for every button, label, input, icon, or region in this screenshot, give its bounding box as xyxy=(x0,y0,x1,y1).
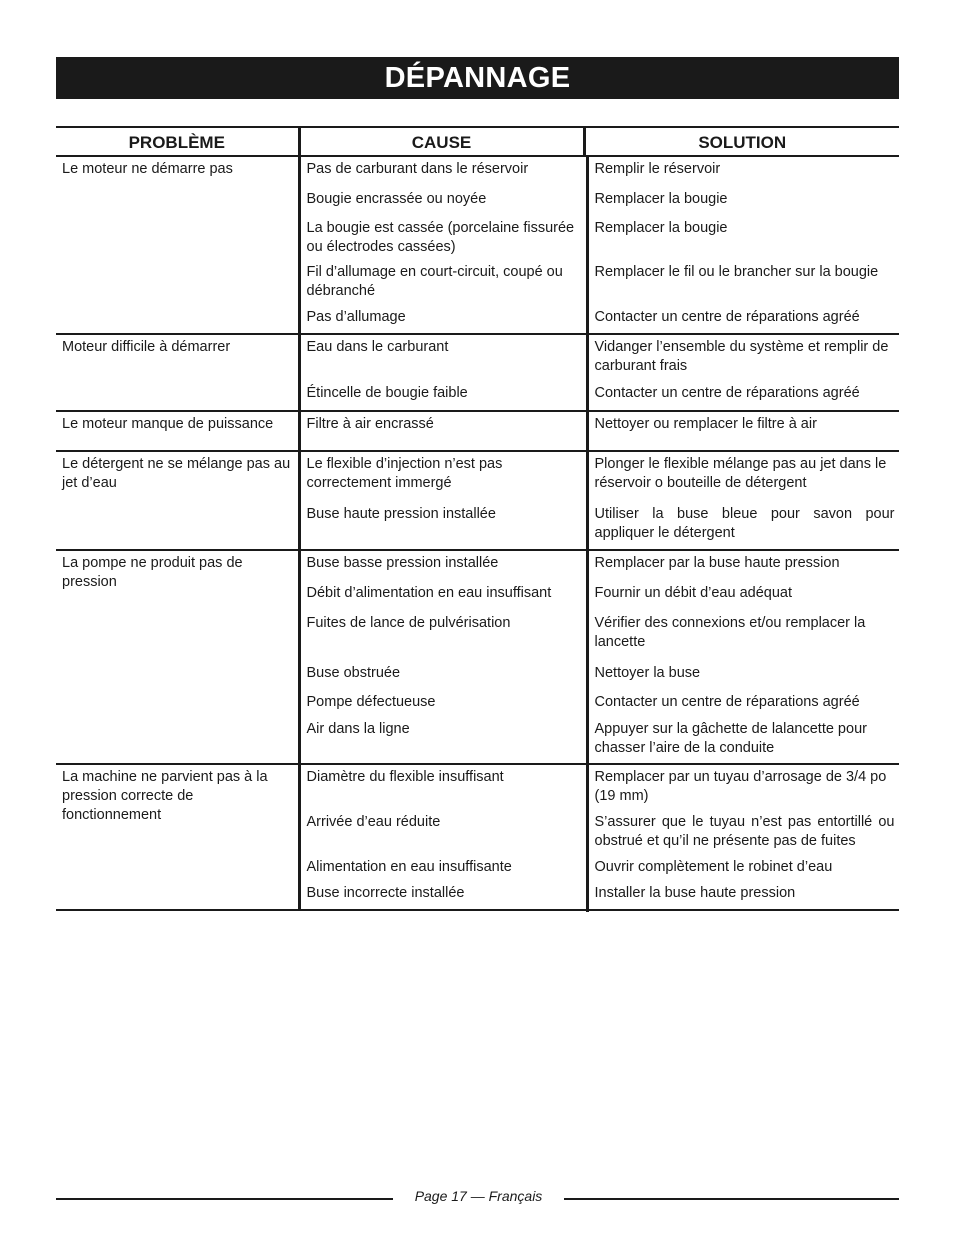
cause-item: Alimentation en eau insuffisante xyxy=(306,858,512,875)
footer-rule-right xyxy=(564,1198,899,1200)
solution-item: Installer la buse haute pression xyxy=(594,885,796,902)
footer-page-label: Page 17 — Français xyxy=(414,1188,543,1204)
header-cause: CAUSE xyxy=(299,127,584,156)
cause-item: Pas de carburant dans le réservoir xyxy=(306,161,529,177)
problem-text: Le moteur manque de puissance xyxy=(62,416,274,432)
solution-item: Remplacer le fil ou le brancher sur la bougie xyxy=(594,263,879,280)
header-row xyxy=(56,127,899,156)
problem-cell xyxy=(56,156,299,334)
table-body xyxy=(56,156,899,910)
cause-item: La bougie est cassée (porcelaine fissurée ou électrodes cassées) xyxy=(306,220,575,256)
cause-item: Fuites de lance de pulvérisation xyxy=(306,615,511,631)
cause-item: Buse basse pression installée xyxy=(306,555,499,571)
table-row xyxy=(56,764,899,910)
footer-rule-left xyxy=(56,1198,393,1200)
cause-solution-grid xyxy=(301,765,900,912)
cause-cell xyxy=(299,764,899,910)
table-row xyxy=(56,550,899,764)
cause-item: Le flexible d’injection n’est pas correctement immergé xyxy=(306,456,503,491)
solution-item: Remplacer par un tuyau d’arrosage de 3/4 po (19 mm) xyxy=(594,769,887,804)
cause-solution-grid xyxy=(301,551,900,766)
table-row xyxy=(56,451,899,550)
cause-solution-grid xyxy=(301,157,900,336)
page-footer xyxy=(56,1186,899,1210)
troubleshooting-table xyxy=(56,126,899,911)
cause-item: Fil d’allumage en court-circuit, coupé ou débranché xyxy=(306,263,563,299)
cause-item: Buse obstruée xyxy=(306,664,401,681)
cause-item: Buse haute pression installée xyxy=(306,505,496,522)
cause-item: Air dans la ligne xyxy=(306,720,410,737)
page-title: DÉPANNAGE xyxy=(384,61,571,94)
solution-item: Remplir le réservoir xyxy=(594,161,721,177)
problem-text: Moteur difficile à démarrer xyxy=(62,339,231,355)
solution-item: Nettoyer la buse xyxy=(594,664,701,681)
cause-item: Étincelle de bougie faible xyxy=(306,384,468,401)
solution-item: Appuyer sur la gâchette de lalancette pour chasser l’aire de la conduite xyxy=(594,720,867,756)
table-row xyxy=(56,411,899,451)
table-row xyxy=(56,334,899,411)
cause-cell xyxy=(299,156,899,334)
solution-item: Remplacer la bougie xyxy=(594,190,728,207)
cause-cell xyxy=(299,411,899,451)
problem-text: Le détergent ne se mélange pas au jet d’eau xyxy=(62,456,291,491)
solution-item: Nettoyer ou remplacer le filtre à air xyxy=(594,416,817,432)
cause-item: Pompe défectueuse xyxy=(306,694,436,710)
problem-cell xyxy=(56,764,299,910)
problem-text: La machine ne parvient pas à la pression correcte de fonctionnement xyxy=(62,769,268,823)
cause-cell xyxy=(299,334,899,411)
solution-item: Fournir un débit d’eau adéquat xyxy=(594,584,793,601)
problem-cell xyxy=(56,451,299,550)
solution-item: Ouvrir complètement le robinet d’eau xyxy=(594,858,833,875)
cause-item: Arrivée d’eau réduite xyxy=(306,813,441,830)
cause-item: Diamètre du flexible insuffisant xyxy=(306,769,504,785)
cause-item: Buse incorrecte installée xyxy=(306,885,465,902)
table-row xyxy=(56,156,899,334)
solution-item: Remplacer par la buse haute pression xyxy=(594,555,840,571)
solution-item: Contacter un centre de réparations agréé xyxy=(594,309,860,326)
header-solution: SOLUTION xyxy=(584,127,899,156)
cause-item: Eau dans le carburant xyxy=(306,339,449,355)
solution-item: Vérifier des connexions et/ou remplacer la lancette xyxy=(594,615,866,650)
cause-cell xyxy=(299,550,899,764)
problem-text: Le moteur ne démarre pas xyxy=(62,161,233,177)
header-problem: PROBLÈME xyxy=(56,127,299,156)
cause-item: Pas d’allumage xyxy=(306,309,406,326)
solution-item: Plonger le flexible mélange pas au jet dans le réservoir o bouteille de détergent xyxy=(594,456,887,491)
problem-cell xyxy=(56,550,299,764)
cause-solution-grid xyxy=(301,412,900,453)
cause-solution-grid xyxy=(301,452,900,552)
cause-solution-grid xyxy=(301,335,900,413)
solution-item: Vidanger l’ensemble du système et remplir de carburant frais xyxy=(594,339,889,374)
cause-cell xyxy=(299,451,899,550)
solution-item: Utiliser la buse bleue pour savon pour appliquer le détergent xyxy=(594,505,895,541)
solution-item: Remplacer la bougie xyxy=(594,220,728,237)
table-header xyxy=(56,127,899,156)
cause-item: Débit d’alimentation en eau insuffisant xyxy=(306,584,552,601)
solution-item: Contacter un centre de réparations agréé xyxy=(594,694,860,710)
problem-cell xyxy=(56,334,299,411)
solution-item: Contacter un centre de réparations agréé xyxy=(594,384,860,401)
cause-item: Bougie encrassée ou noyée xyxy=(306,190,487,207)
cause-item: Filtre à air encrassé xyxy=(306,416,434,432)
page-title-bar xyxy=(56,57,899,99)
problem-cell xyxy=(56,411,299,451)
problem-text: La pompe ne produit pas de pression xyxy=(62,555,243,590)
solution-item: S’assurer que le tuyau n’est pas entortillé ou obstrué et qu’il ne présente pas de fuites xyxy=(594,813,895,849)
